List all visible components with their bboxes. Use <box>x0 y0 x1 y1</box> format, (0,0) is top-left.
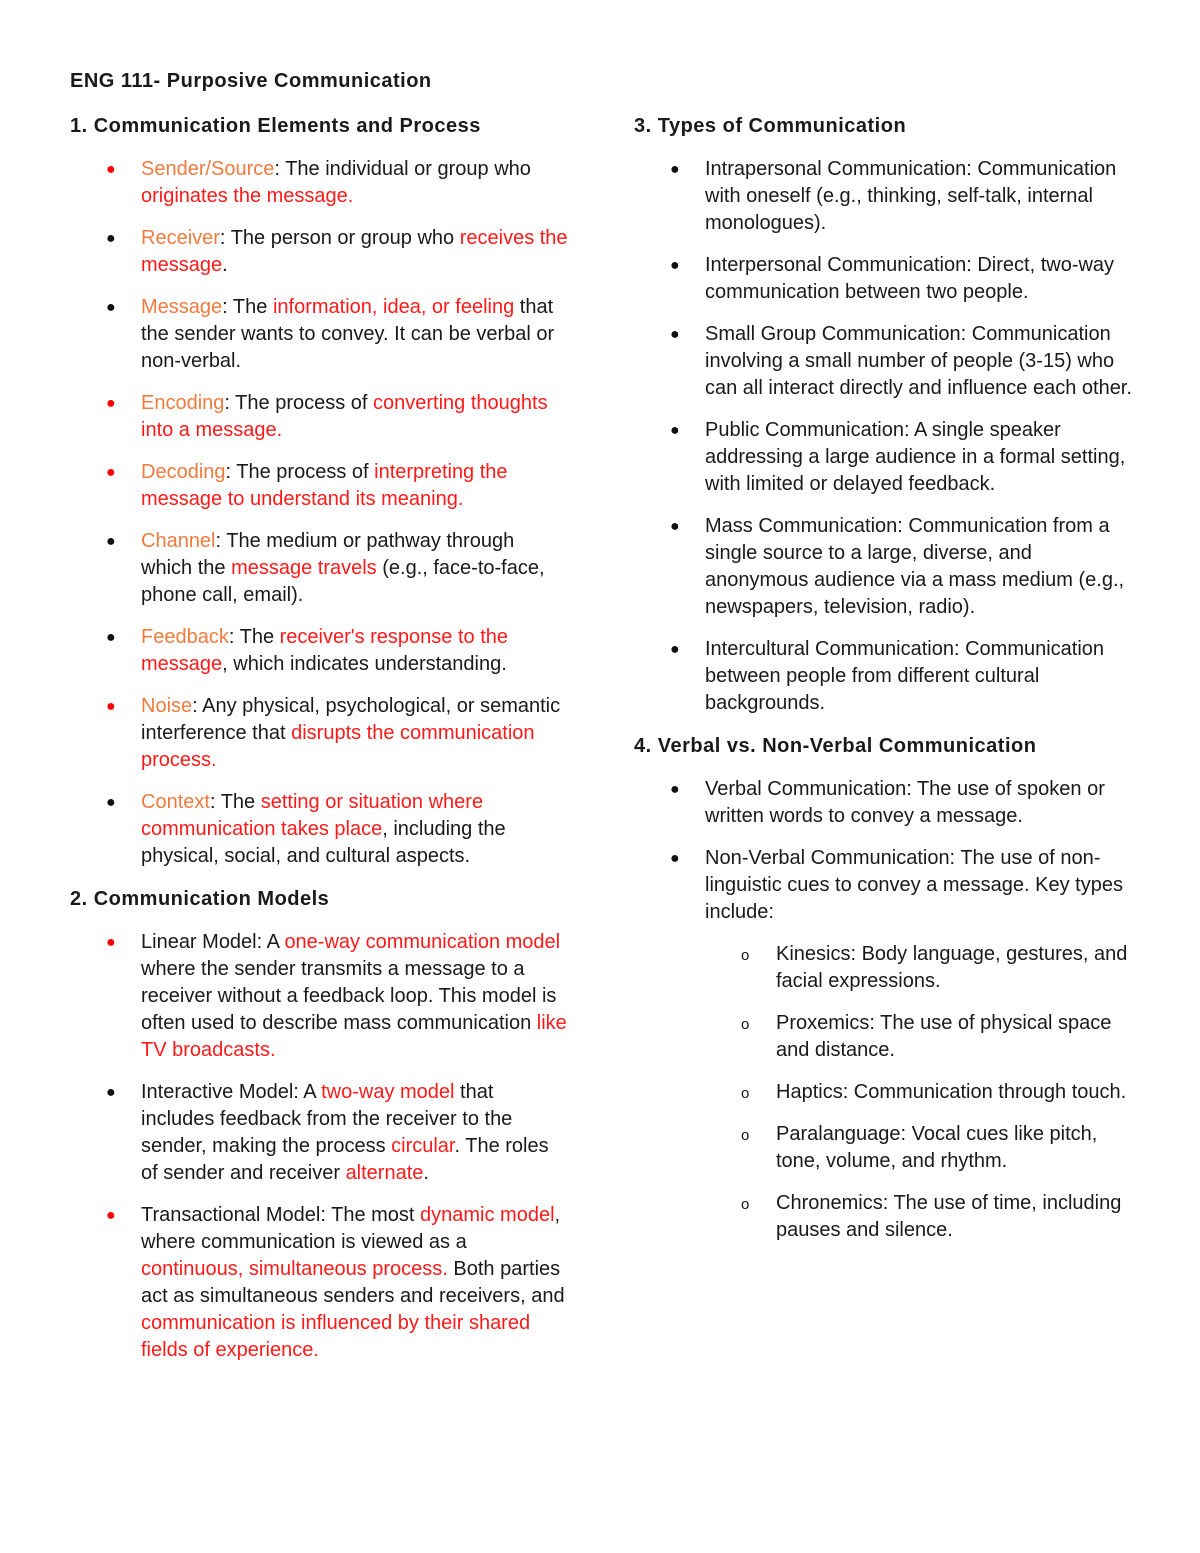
highlight-text: continuous, simultaneous process. <box>141 1258 448 1280</box>
bullet-icon: ● <box>106 161 116 178</box>
list-item <box>70 156 570 210</box>
term: Context <box>141 791 210 813</box>
term: Encoding <box>141 392 225 414</box>
bullet-icon: ● <box>670 422 680 439</box>
separator: : <box>219 227 231 249</box>
bullet-icon: ● <box>670 518 680 535</box>
separator: : <box>225 461 237 483</box>
text: The <box>232 296 273 318</box>
text: where the sender transmits a message to a receiver without a feedback loop. This model is often used to describe mass communication <box>141 958 557 1034</box>
list-item <box>634 156 1134 237</box>
highlight-text: like TV broadcasts. <box>141 1012 567 1061</box>
text: The process of <box>236 461 375 483</box>
circle-bullet-icon: o <box>741 1016 750 1033</box>
text: . The roles of sender and receiver <box>141 1135 549 1184</box>
text: that the sender wants to convey. It can be verbal or non-verbal. <box>141 296 555 372</box>
list-item <box>634 252 1134 306</box>
sub-list-item <box>705 1010 1134 1064</box>
page-title: ENG 111- Purposive Communication <box>70 70 432 92</box>
list-item <box>70 459 570 513</box>
sub-list-item <box>705 941 1134 995</box>
text: Kinesics: Body language, gestures, and facial expressions. <box>776 943 1128 992</box>
list-item <box>634 321 1134 402</box>
text: Both parties act as simultaneous senders and receivers, and <box>141 1258 565 1307</box>
text: Public Communication: A single speaker addressing a large audience in a formal setting, with limited or delayed feedback. <box>705 419 1126 495</box>
section-title-verbal: 4. Verbal vs. Non-Verbal Communication <box>634 735 1037 757</box>
highlight-text: one-way communication model <box>284 931 561 953</box>
text: Intercultural Communication: Communication between people from different cultural backgrounds. <box>705 638 1105 714</box>
bullet-icon: ● <box>106 698 116 715</box>
bullet-icon: ● <box>106 533 116 550</box>
text: Paralanguage: Vocal cues like pitch, tone, volume, and rhythm. <box>776 1123 1098 1172</box>
highlight-text: interpreting the message to understand its meaning. <box>141 461 508 510</box>
highlight-text: two-way model <box>321 1081 455 1103</box>
highlight-text: information, idea, or feeling <box>272 296 515 318</box>
separator: : <box>209 791 221 813</box>
text: Transactional Model: The most <box>141 1204 421 1226</box>
text: Interpersonal Communication: Direct, two-way communication between two people. <box>705 254 1115 303</box>
circle-bullet-icon: o <box>741 1085 750 1102</box>
term: Noise <box>141 695 193 717</box>
section-title-elements: 1. Communication Elements and Process <box>70 115 481 137</box>
term: Decoding <box>141 461 226 483</box>
text: The <box>220 791 261 813</box>
bullet-icon: ● <box>106 794 116 811</box>
separator: : <box>274 158 286 180</box>
bullet-icon: ● <box>106 1084 116 1101</box>
list-item <box>70 294 570 375</box>
term: Receiver <box>141 227 220 249</box>
section-title-types: 3. Types of Communication <box>634 115 907 137</box>
nonverbal-types-list <box>705 941 1134 1244</box>
text: that includes feedback from the receiver to the sender, making the process <box>141 1081 513 1157</box>
list-item <box>634 776 1134 830</box>
text: (e.g., face-to-face, phone call, email). <box>141 557 545 606</box>
right-column <box>634 112 1134 1259</box>
circle-bullet-icon: o <box>741 1196 750 1213</box>
sub-list-item <box>705 1079 1134 1106</box>
text: , including the physical, social, and cultural aspects. <box>141 818 506 867</box>
circle-bullet-icon: o <box>741 1127 750 1144</box>
highlight-text: communication is influenced by their shared fields of experience. <box>141 1312 531 1361</box>
text: . <box>222 254 228 276</box>
bullet-icon: ● <box>106 299 116 316</box>
highlight-text: message travels <box>231 557 377 579</box>
list-item <box>70 1079 570 1187</box>
text: , which indicates understanding. <box>222 653 507 675</box>
text: Chronemics: The use of time, including pauses and silence. <box>776 1192 1122 1241</box>
circle-bullet-icon: o <box>741 947 750 964</box>
separator: : <box>215 530 227 552</box>
highlight-text: receives the message <box>141 227 568 276</box>
bullet-icon: ● <box>670 781 680 798</box>
highlight-text: converting thoughts into a message. <box>141 392 548 441</box>
list-item <box>70 1202 570 1364</box>
sub-list-item <box>705 1121 1134 1175</box>
bullet-icon: ● <box>106 230 116 247</box>
text: Any physical, psychological, or semantic interference that <box>141 695 561 744</box>
bullet-icon: ● <box>106 464 116 481</box>
list-item <box>70 929 570 1064</box>
text: Intrapersonal Communication: Communication with oneself (e.g., thinking, self-talk, internal monologues). <box>705 158 1117 234</box>
list-item <box>634 636 1134 717</box>
bullet-icon: ● <box>106 1207 116 1224</box>
sub-list-item <box>705 1190 1134 1244</box>
list-item <box>70 528 570 609</box>
text: Non-Verbal Communication: The use of non-linguistic cues to convey a message. Key types include: <box>705 847 1123 923</box>
types-list <box>634 156 1134 717</box>
highlight-text: receiver's response to the message <box>141 626 509 675</box>
text: The medium or pathway through which the <box>141 530 515 579</box>
list-item <box>70 693 570 774</box>
bullet-icon: ● <box>670 161 680 178</box>
text: Mass Communication: Communication from a single source to a large, diverse, and anonymous audience via a mass medium (e.g., newspapers, television, radio). <box>705 515 1125 618</box>
list-item <box>70 624 570 678</box>
highlight-text: setting or situation where communication takes place <box>141 791 484 840</box>
text: The individual or group who <box>285 158 531 180</box>
text: Proxemics: The use of physical space and distance. <box>776 1012 1112 1061</box>
text: . <box>423 1162 429 1184</box>
text: Small Group Communication: Communication involving a small number of people (3-15) who can all interact directly and influence each other. <box>705 323 1132 399</box>
separator: : <box>192 695 203 717</box>
bullet-icon: ● <box>670 326 680 343</box>
text: Interactive Model: A <box>141 1081 322 1103</box>
text: Haptics: Communication through touch. <box>776 1081 1127 1103</box>
left-column <box>70 112 570 1379</box>
text: , where communication is viewed as a <box>141 1204 561 1253</box>
separator: : <box>228 626 240 648</box>
text: Linear Model: A <box>141 931 285 953</box>
separator: : <box>224 392 236 414</box>
highlight-text: originates the message. <box>141 185 354 207</box>
text: The process of <box>235 392 374 414</box>
bullet-icon: ● <box>670 641 680 658</box>
elements-list <box>70 156 570 870</box>
term: Channel <box>141 530 216 552</box>
list-item <box>70 390 570 444</box>
term: Feedback <box>141 626 229 648</box>
highlight-text: dynamic model <box>420 1204 555 1226</box>
bullet-icon: ● <box>670 850 680 867</box>
bullet-icon: ● <box>106 934 116 951</box>
highlight-text: disrupts the communication process. <box>141 722 535 771</box>
separator: : <box>222 296 233 318</box>
list-item <box>634 845 1134 1244</box>
section-title-models: 2. Communication Models <box>70 888 330 910</box>
bullet-icon: ● <box>106 395 116 412</box>
text: Verbal Communication: The use of spoken or written words to convey a message. <box>705 778 1105 827</box>
highlight-text: alternate <box>345 1162 424 1184</box>
list-item <box>70 225 570 279</box>
bullet-icon: ● <box>670 257 680 274</box>
bullet-icon: ● <box>106 629 116 646</box>
highlight-text: circular <box>391 1135 455 1157</box>
list-item <box>70 789 570 870</box>
verbal-list <box>634 776 1134 1244</box>
text: The person or group who <box>230 227 460 249</box>
list-item <box>634 417 1134 498</box>
list-item <box>634 513 1134 621</box>
term: Message <box>141 296 223 318</box>
term: Sender/Source <box>141 158 275 180</box>
text: The <box>239 626 280 648</box>
models-list <box>70 929 570 1364</box>
